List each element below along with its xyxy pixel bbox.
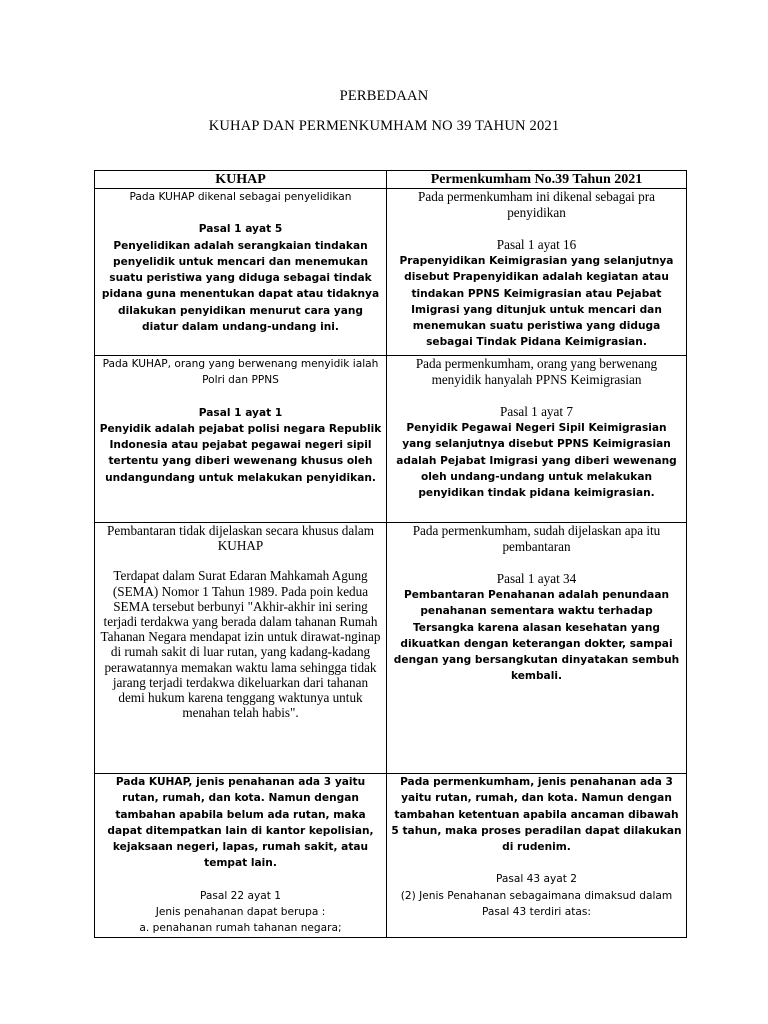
header-permenkumham: Permenkumham No.39 Tahun 2021 xyxy=(387,171,687,189)
table-header-row xyxy=(95,171,687,189)
cell-intro: Pada permenkumham, jenis penahanan ada 3 yaitu rutan, rumah, dan kota. Namun dengan tambahan ketentuan apabila ancaman dibawah 5 tahun, maka proses peradilan dapat dilakukan di rudenim. xyxy=(391,776,682,854)
cell-body: Prapenyidikan Keimigrasian yang selanjutnya disebut Prapenyidikan adalah kegiatan atau tindakan PPNS Keimigrasian atau Pejabat Imigrasi yang ditunjuk untuk mencari dan menemukan suatu peristiwa yang diduga sebagai Tindak Pidana Keimigrasian. xyxy=(399,255,674,349)
cell-intro: Pada permenkumham, sudah dijelaskan apa itu pembantaran xyxy=(412,523,661,554)
table-row xyxy=(95,774,687,938)
cell-pasal: Pasal 1 ayat 5 xyxy=(198,223,283,236)
cell-pasal: Pasal 1 ayat 16 xyxy=(496,237,577,252)
document-title: PERBEDAAN xyxy=(339,88,429,104)
cell-permenkumham xyxy=(387,189,687,356)
cell-kuhap xyxy=(95,523,387,774)
cell-intro: Pembantaran tidak dijelaskan secara khusus dalam KUHAP xyxy=(107,523,374,554)
cell-intro: Pada KUHAP dikenal sebagai penyelidikan xyxy=(129,191,352,203)
cell-body: Pembantaran Penahanan adalah penundaan penahanan sementara waktu terhadap Tersangka karena alasan kesehatan yang dikuatkan dengan keterangan dokter, sampai dengan yang bersangkutan dinyatakan sembuh kembali. xyxy=(393,589,680,683)
table-row xyxy=(95,356,687,523)
document-subtitle: KUHAP DAN PERMENKUMHAM NO 39 TAHUN 2021 xyxy=(208,118,560,134)
comparison-table xyxy=(94,170,687,938)
cell-pasal: Pasal 1 ayat 7 xyxy=(500,404,573,419)
cell-body: Terdapat dalam Surat Edaran Mahkamah Agung (SEMA) Nomor 1 Tahun 1989. Pada poin kedua SEMA tersebut berbunyi "Akhir-akhir ini sering terjadi terdakwa yang berada dalam tahanan Rumah Tahanan Negara mendapat izin untuk dirawat-nginap di rumah sakit di luar rutan, yang kadang-kadang perawatannya memakan waktu lama sehingga tidak jarang terjadi terdakwa dikeluarkan dari tahanan demi hukum karena tenggang waktunya untuk menahan telah habis". xyxy=(100,568,381,721)
cell-permenkumham xyxy=(387,356,687,523)
cell-kuhap xyxy=(95,356,387,523)
cell-pasal: Pasal 43 ayat 2 xyxy=(495,873,578,886)
cell-body: Penyelidikan adalah serangkaian tindakan penyelidik untuk mencari dan menemukan suatu peristiwa yang diduga sebagai tindak pidana guna menentukan dapat atau tidaknya dilakukan penyidikan menurut cara yang diatur dalam undang-undang ini. xyxy=(101,239,380,334)
cell-intro: Pada permenkumham ini dikenal sebagai pra penyidikan xyxy=(418,189,655,220)
header-kuhap: KUHAP xyxy=(95,171,387,189)
cell-line: Jenis penahanan dapat berupa : xyxy=(155,906,326,919)
cell-line: a. penahanan rumah tahanan negara; xyxy=(139,922,342,935)
cell-line: (2) Jenis Penahanan sebagaimana dimaksud dalam Pasal 43 terdiri atas: xyxy=(400,889,673,919)
cell-kuhap xyxy=(95,774,387,938)
cell-intro: Pada permenkumham, orang yang berwenang menyidik hanyalah PPNS Keimigrasian xyxy=(415,356,658,387)
cell-intro: Pada KUHAP, jenis penahanan ada 3 yaitu rutan, rumah, dan kota. Namun dengan tambahan apabila belum ada rutan, maka dapat ditempatkan lain di kantor kepolisian, kejaksaan negeri, lapas, rumah sakit, atau tempat lain. xyxy=(107,776,374,870)
cell-pasal: Pasal 1 ayat 34 xyxy=(496,571,577,586)
table-row xyxy=(95,523,687,774)
cell-body: Penyidik adalah pejabat polisi negara Republik Indonesia atau pejabat pegawai negeri sipil tertentu yang diberi wewenang khusus oleh undangundang untuk melakukan penyidikan. xyxy=(99,422,382,484)
table-row xyxy=(95,189,687,356)
cell-kuhap xyxy=(95,189,387,356)
cell-permenkumham xyxy=(387,774,687,938)
cell-pasal: Pasal 22 ayat 1 xyxy=(199,889,282,902)
cell-body: Penyidik Pegawai Negeri Sipil Keimigrasian yang selanjutnya disebut PPNS Keimigrasian adalah Pejabat Imigrasi yang diberi wewenang oleh undang-undang untuk melakukan penyidikan tindak pidana keimigrasian. xyxy=(396,422,677,500)
cell-permenkumham xyxy=(387,523,687,774)
cell-intro: Pada KUHAP, orang yang berwenang menyidik ialah Polri dan PPNS xyxy=(102,358,379,387)
cell-pasal: Pasal 1 ayat 1 xyxy=(198,406,283,419)
